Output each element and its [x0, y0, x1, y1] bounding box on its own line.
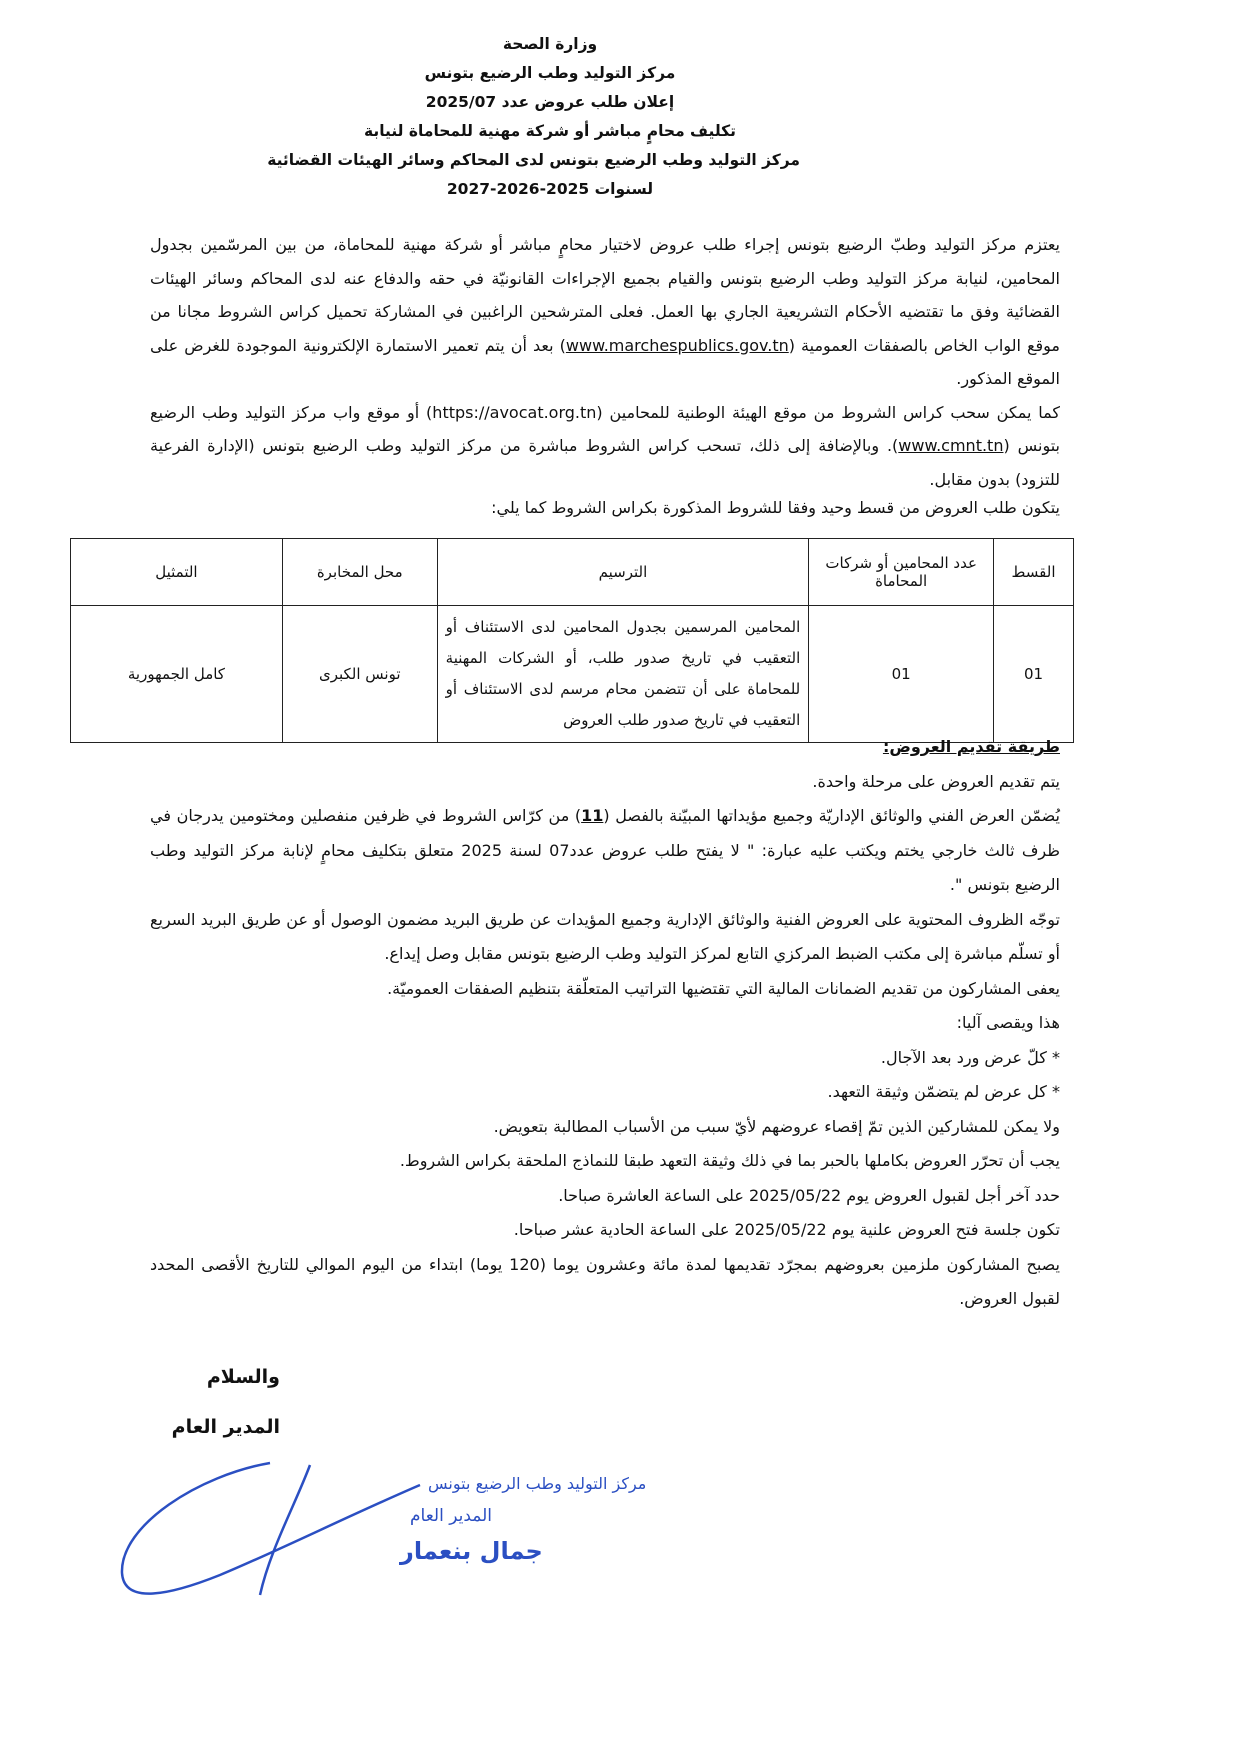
marchespublics-link[interactable]: www.marchespublics.gov.tn [565, 335, 789, 355]
method-title: طريقة تقديم العروض: [882, 737, 1060, 756]
header-correspondence: محل المخابرة [282, 539, 437, 606]
cell-count: 01 [809, 606, 994, 743]
announcement-title: إعلان طلب عروض عدد 2025/07 [425, 93, 675, 111]
intro-section [150, 228, 1060, 496]
method-line-11: تكون جلسة فتح العروض علنية يوم 2025/05/22 على الساعة الحادية عشر صباحا. [513, 1220, 1060, 1239]
intro-text-2b: ). وبالإضافة إلى ذلك، تسحب كراس الشروط مباشرة من مركز التوليد وطب الرضيع بتونس (الإدارة الفرعية للتزود) بدون مقابل. [150, 436, 1060, 489]
intro-paragraph-1 [150, 228, 1060, 396]
header-registration: الترسيم [437, 539, 809, 606]
cmnt-link[interactable]: www.cmnt.tn [898, 436, 1004, 455]
intro-text-1-end: ) بعد أن يتم تعمير الاستمارة الإلكترونية الموجودة للغرض على الموقع المذكور. [150, 335, 1060, 388]
intro-text-2a: كما يمكن سحب كراس الشروط من موقع الهيئة الوطنية للمحامين (https://avocat.org.tn) أو موقع واب مركز التوليد وطب الرضيع بتونس ( [150, 402, 1061, 455]
document-header [267, 30, 800, 204]
lots-table [70, 538, 1074, 743]
method-line-4: يعفى المشاركون من تقديم الضمانات المالية التي تقتضيها التراتيب المتعلّقة بتنظيم الصفقات العموميّة. [387, 978, 1060, 998]
method-line-7: * كل عرض لم يتضمّن وثيقة التعهد. [827, 1082, 1060, 1101]
stamp-line-1: مركز التوليد وطب الرضيع بتونس [428, 1474, 647, 1493]
cell-correspondence: تونس الكبرى [282, 606, 437, 743]
method-line-3: توجّه الظروف المحتوية على العروض الفنية والوثائق الإدارية وجميع المؤيدات عن طريق البريد مضمون الوصول أو عن طريق البريد السريع أو تسلّم مباشرة إلى مكتب الضبط المركزي التابع لمركز التوليد وطب الرضيع بتونس مقابل وصل إيداع. [150, 909, 1060, 963]
method-line-5: هذا ويقصى آليا: [956, 1013, 1060, 1032]
header-lot: القسط [994, 539, 1074, 606]
method-line-10: حدد آخر أجل لقبول العروض يوم 2025/05/22 على الساعة العاشرة صباحا. [558, 1185, 1060, 1205]
submission-method-section [150, 730, 1060, 1317]
method-line-1: يتم تقديم العروض على مرحلة واحدة. [812, 771, 1060, 791]
signature-stamp [110, 1455, 647, 1605]
header-representation: التمثيل [71, 539, 283, 606]
signatory-title: المدير العام [171, 1416, 280, 1438]
table-intro: يتكون طلب العروض من قسط وحيد وفقا للشروط المذكورة بكراس الشروط كما يلي: [491, 498, 1060, 517]
ministry-name: وزارة الصحة [502, 35, 598, 53]
signature-tail-stroke [260, 1465, 310, 1595]
header-count: عدد المحامين أو شركات المحاماة [809, 539, 994, 606]
method-line-2a: يُضمّن العرض الفني والوثائق الإداريّة وجميع مؤيداتها المبيّنة بالفصل ( [603, 806, 1060, 825]
intro-paragraph-2 [150, 396, 1060, 497]
salutation: والسلام [206, 1366, 280, 1388]
stamp-line-2: المدير العام [410, 1506, 492, 1526]
method-line-12: يصبح المشاركون ملزمين بعروضهم بمجرّد تقديمها لمدة مائة وعشرون يوما (120 يوما) ابتداء من اليوم الموالي للتاريخ الأقصى المحدد لقبول العروض. [150, 1254, 1060, 1308]
cell-registration: المحامين المرسمين بجدول المحامين لدى الاستئناف أو التعقيب في تاريخ صدور طلب، أو الشركات المهنية للمحاماة على أن تتضمن محام مرسم لدى الاستئناف أو التعقيب في تاريخ صدور طلب العروض [437, 606, 809, 743]
center-name: مركز التوليد وطب الرضيع بتونس [424, 64, 676, 82]
method-line-2 [150, 799, 1060, 903]
cell-lot: 01 [994, 606, 1074, 743]
article-number: 11 [581, 806, 604, 825]
years-line: لسنوات 2025-2026-2027 [446, 180, 654, 198]
intro-text-1: يعتزم مركز التوليد وطبّ الرضيع بتونس إجراء طلب عروض لاختيار محامٍ مباشر أو شركة مهنية للمحاماة، من بين المرسّمين بجدول المحامين، لنيابة مركز التوليد وطب الرضيع بتونس والقيام بجميع الإجراءات القانونيّة في حقه والدفاع عنه لدى المحاكم وسائر الهيئات القضائية وفق ما تقتضيه الأحكام التشريعية الجاري بها العمل. فعلى المترشحين الراغبين في المشاركة تحميل كراس الشروط مجانا من موقع الواب الخاص بالصفقات العمومية ( [150, 235, 1061, 355]
cell-representation: كامل الجمهورية [71, 606, 283, 743]
stamp-line-3: جمال بنعمار [400, 1537, 543, 1565]
closing-block [160, 1352, 280, 1452]
method-line-8: ولا يمكن للمشاركين الذين تمّ إقصاء عروضهم لأيّ سبب من الأسباب المطالبة بتعويض. [493, 1116, 1060, 1136]
table-row [71, 606, 1074, 743]
signature-loop-stroke [122, 1463, 420, 1594]
subject-line-2: مركز التوليد وطب الرضيع بتونس لدى المحاكم وسائر الهيئات القضائية [267, 151, 800, 169]
method-line-6: * كلّ عرض ورد بعد الآجال. [880, 1047, 1060, 1067]
table-header-row [71, 539, 1074, 606]
subject-line-1: تكليف محامٍ مباشر أو شركة مهنية للمحاماة لنيابة [363, 122, 737, 140]
method-line-9: يجب أن تحرّر العروض بكاملها بالحبر بما في ذلك وثيقة التعهد طبقا للنماذج الملحقة بكراس الشروط. [399, 1151, 1060, 1170]
method-line-2b: ) من كرّاس الشروط في ظرفين منفصلين ومختومين يدرجان في ظرف ثالث خارجي يختم ويكتب عليه عبارة: " لا يفتح طلب عروض عدد07 لسنة 2025 متعلق بتكليف محامٍ لإنابة مركز التوليد وطب الرضيع بتونس ". [150, 806, 1060, 894]
